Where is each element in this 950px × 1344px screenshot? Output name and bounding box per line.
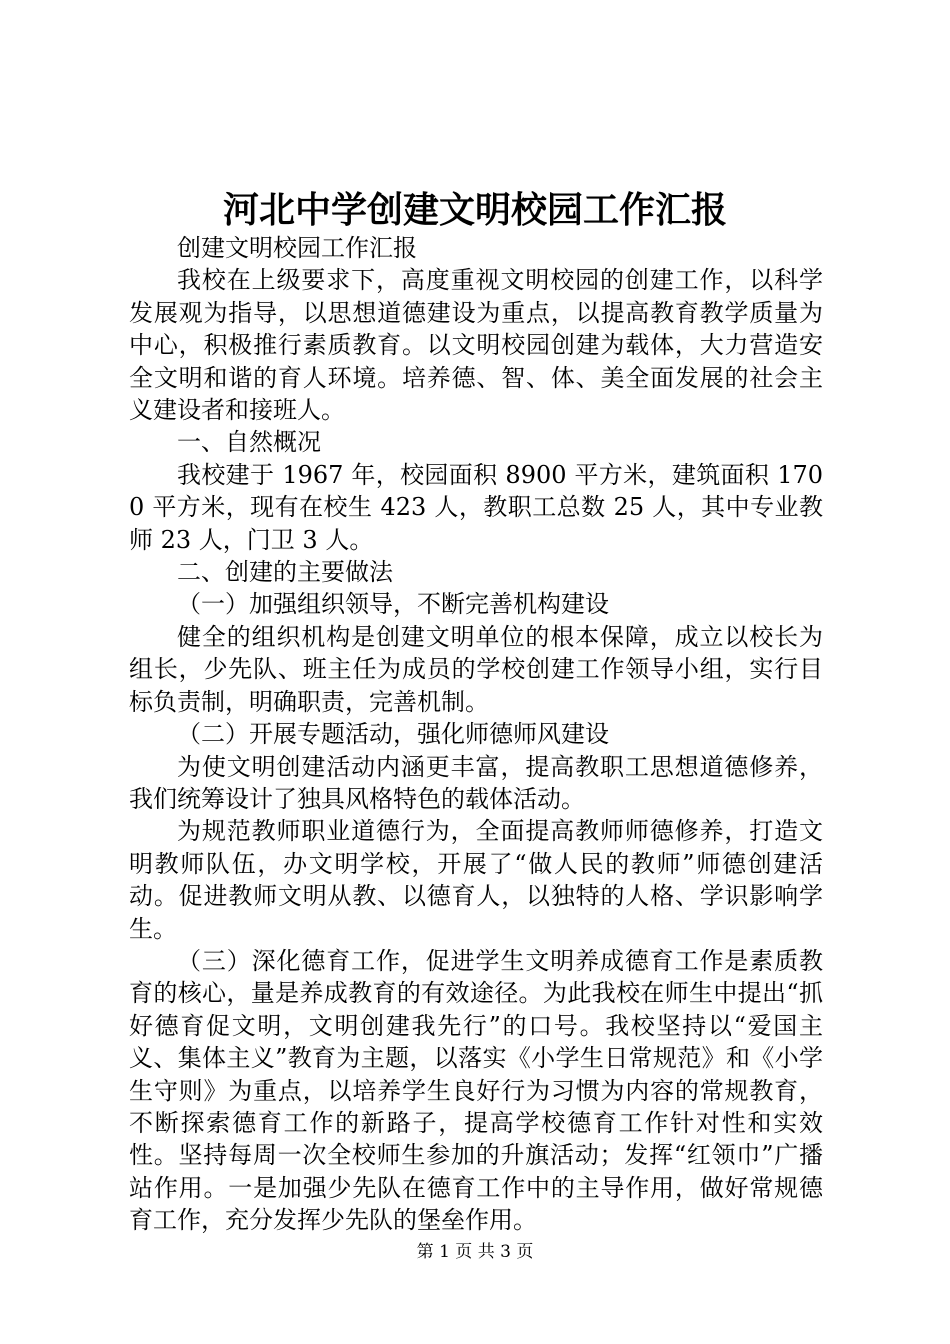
section-heading-overview: 一、自然概况 — [177, 428, 321, 457]
section-heading-methods: 二、创建的主要做法 — [177, 558, 393, 587]
paragraph-overview: 我校建于 1967 年，校园面积 8900 平方米，建筑面积 1700 平方米，现有在校生 423 人，教职工总数 25 人，其中专业教师 23 人，门卫 3 人。 — [129, 460, 823, 554]
paragraph-ethics: 为规范教师职业道德行为，全面提高教师师德修养，打造文明教师队伍，办文明学校，开展了“做人民的教师”师德创建活动。促进教师文明从教、以德育人，以独特的人格、学识影响学生。 — [129, 817, 823, 943]
paragraph-moral-education: （三）深化德育工作，促进学生文明养成德育工作是素质教育的核心，量是养成教育的有效途径。为此我校在师生中提出“抓好德育促文明，文明创建我先行”的口号。我校坚持以“爱国主义、集体主义”教育为主题，以落实《小学生日常规范》和《小学生守则》为重点，以培养学生良好行为习惯为内容的常规教育，不断探索德育工作的新路子，提高学校德育工作针对性和实效性。坚持每周一次全校师生参加的升旗活动；发挥“红领巾”广播站作用。一是加强少先队在德育工作中的主导作用，做好常规德育工作，充分发挥少先队的堡垒作用。 — [129, 946, 823, 1235]
subsection-heading-1: （一）加强组织领导，不断完善机构建设 — [177, 590, 609, 619]
document-body — [129, 232, 823, 1237]
document-title: 河北中学创建文明校园工作汇报 — [222, 189, 727, 231]
paragraph-subtitle: 创建文明校园工作汇报 — [177, 234, 417, 262]
page-footer: 第 1 页 共 3 页 — [416, 1242, 534, 1262]
subsection-heading-2: （二）开展专题活动，强化师德师风建设 — [177, 720, 609, 749]
paragraph-intro: 我校在上级要求下，高度重视文明校园的创建工作，以科学发展观为指导，以思想道德建设为重点，以提高教育教学质量为中心，积极推行素质教育。以文明校园创建为载体，大力营造安全文明和谐的育人环境。培养德、智、体、美全面发展的社会主义建设者和接班人。 — [129, 266, 823, 425]
paragraph-activities: 为使文明创建活动内涵更丰富，提高教职工思想道德修养，我们统筹设计了独具风格特色的载体活动。 — [129, 752, 823, 813]
paragraph-organization: 健全的组织机构是创建文明单位的根本保障，成立以校长为组长，少先队、班主任为成员的学校创建工作领导小组，实行目标负责制，明确职责，完善机制。 — [129, 622, 823, 716]
